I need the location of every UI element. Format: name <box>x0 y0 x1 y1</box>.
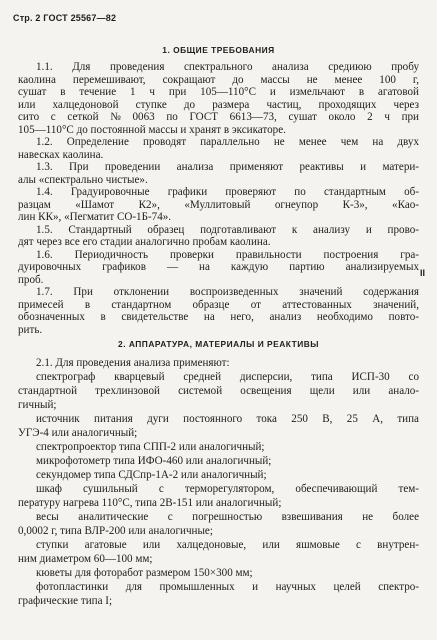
section2-line: ним диаметром 60—100 мм; <box>18 553 153 565</box>
section1-line: 1.6. Периодичность проверки правильности построения гра- <box>36 248 419 261</box>
section-1-title: 1. ОБЩИЕ ТРЕБОВАНИЯ <box>162 45 275 55</box>
section2-line: микрофотометр типа ИФО-460 или аналогичный; <box>36 455 272 467</box>
section1-line: разцам «Шамот К2», «Муллитовый огнеупор К-3», «Као- <box>18 198 419 211</box>
section1-line: алы «спектрально чистые». <box>18 173 148 186</box>
section1-line: дуировочных графиков — на каждую партию анализируемых <box>18 261 419 274</box>
section2-line: секундомер типа СДСпр-1А-2 или аналогичный; <box>36 469 267 481</box>
section2-line: пературу нагрева 110°С, типа 2В-151 или аналогичный; <box>18 497 282 509</box>
section1-line: рить. <box>18 324 43 336</box>
section2-line: ступки агатовые или халцедоновые, или яшмовые с внутрен- <box>36 539 419 551</box>
section1-line: 1.4. Градуировочные графики проверяют по стандартным об- <box>36 186 419 199</box>
section2-line: гичный; <box>18 399 57 411</box>
section1-line: 1.5. Стандартный образец подготавливают к анализу и прово- <box>36 223 419 236</box>
section-2-title: 2. АППАРАТУРА, МАТЕРИАЛЫ И РЕАКТИВЫ <box>118 339 319 349</box>
section1-line: навесках каолина. <box>18 148 104 161</box>
section1-line: 105—110°С до постоянной массы и хранят в эксикаторе. <box>18 123 286 136</box>
section2-line: 0,0002 г, типа ВЛР-200 или аналогичные; <box>18 525 213 537</box>
section1-line: проб. <box>18 273 44 286</box>
section1-line: 1.2. Определение проводят параллельно не менее чем на двух <box>36 136 419 149</box>
section2-line: спектрограф кварцевый средней дисперсии, типа ИСП-30 со <box>36 371 419 383</box>
section1-line: 1.1. Для проведения спектрального анализа средиюю пробу <box>36 61 419 73</box>
section1-line: сушат в течение 1 ч при 105—110°С и измельчают в агатовой <box>18 86 419 99</box>
section1-line: или халцедоновой ступке до размера частиц, проходящих через <box>18 98 419 111</box>
section1-line: 1.3. При проведении анализа применяют реактивы и матери- <box>36 161 419 174</box>
section2-line: шкаф сушильный с терморегулятором, обеспечивающий тем- <box>36 483 419 495</box>
section1-line: примесей в стандартном образце от аттестованных значений, <box>18 298 419 311</box>
section2-line: графические типа I; <box>18 595 113 607</box>
section1-line: каолина перемешивают, сокращают до массы не менее 100 г, <box>18 73 419 86</box>
section2-line: фотопластинки для промышленных и научных целей спектро- <box>36 581 419 593</box>
section1-line: дят через все его стадии аналогично пробам каолина. <box>18 236 271 249</box>
section2-line: кюветы для фоторабот размером 150×300 мм; <box>36 567 253 579</box>
section2-line: 2.1. Для проведения анализа применяют: <box>36 357 230 369</box>
section2-line: источник питания дуги постоянного тока 250 В, 25 А, типа <box>36 413 419 425</box>
section1-line: обозначенных в свидетельстве на него, анализ необходимо повто- <box>18 311 419 324</box>
section1-line: 1.7. При отклонении воспроизведенных значений содержания <box>36 286 419 299</box>
margin-mark: II <box>420 268 426 278</box>
section2-line: весы аналитические с погрешностью взвешивания не более <box>36 511 419 523</box>
section2-line: стандартной трехлинзовой системой освещения щели или анало- <box>18 385 419 397</box>
page-header: Стр. 2 ГОСТ 25567—82 <box>13 13 117 23</box>
section1-line: сито с сеткой № 0063 по ГОСТ 6613—73, сушат около 2 ч при <box>18 111 419 124</box>
section1-line: лин КК», «Пегматит СО-1Б-74». <box>18 211 172 224</box>
section2-line: УГЭ-4 или аналогичный; <box>18 427 138 439</box>
section2-line: спектропроектор типа СПП-2 или аналогичный; <box>36 441 265 453</box>
